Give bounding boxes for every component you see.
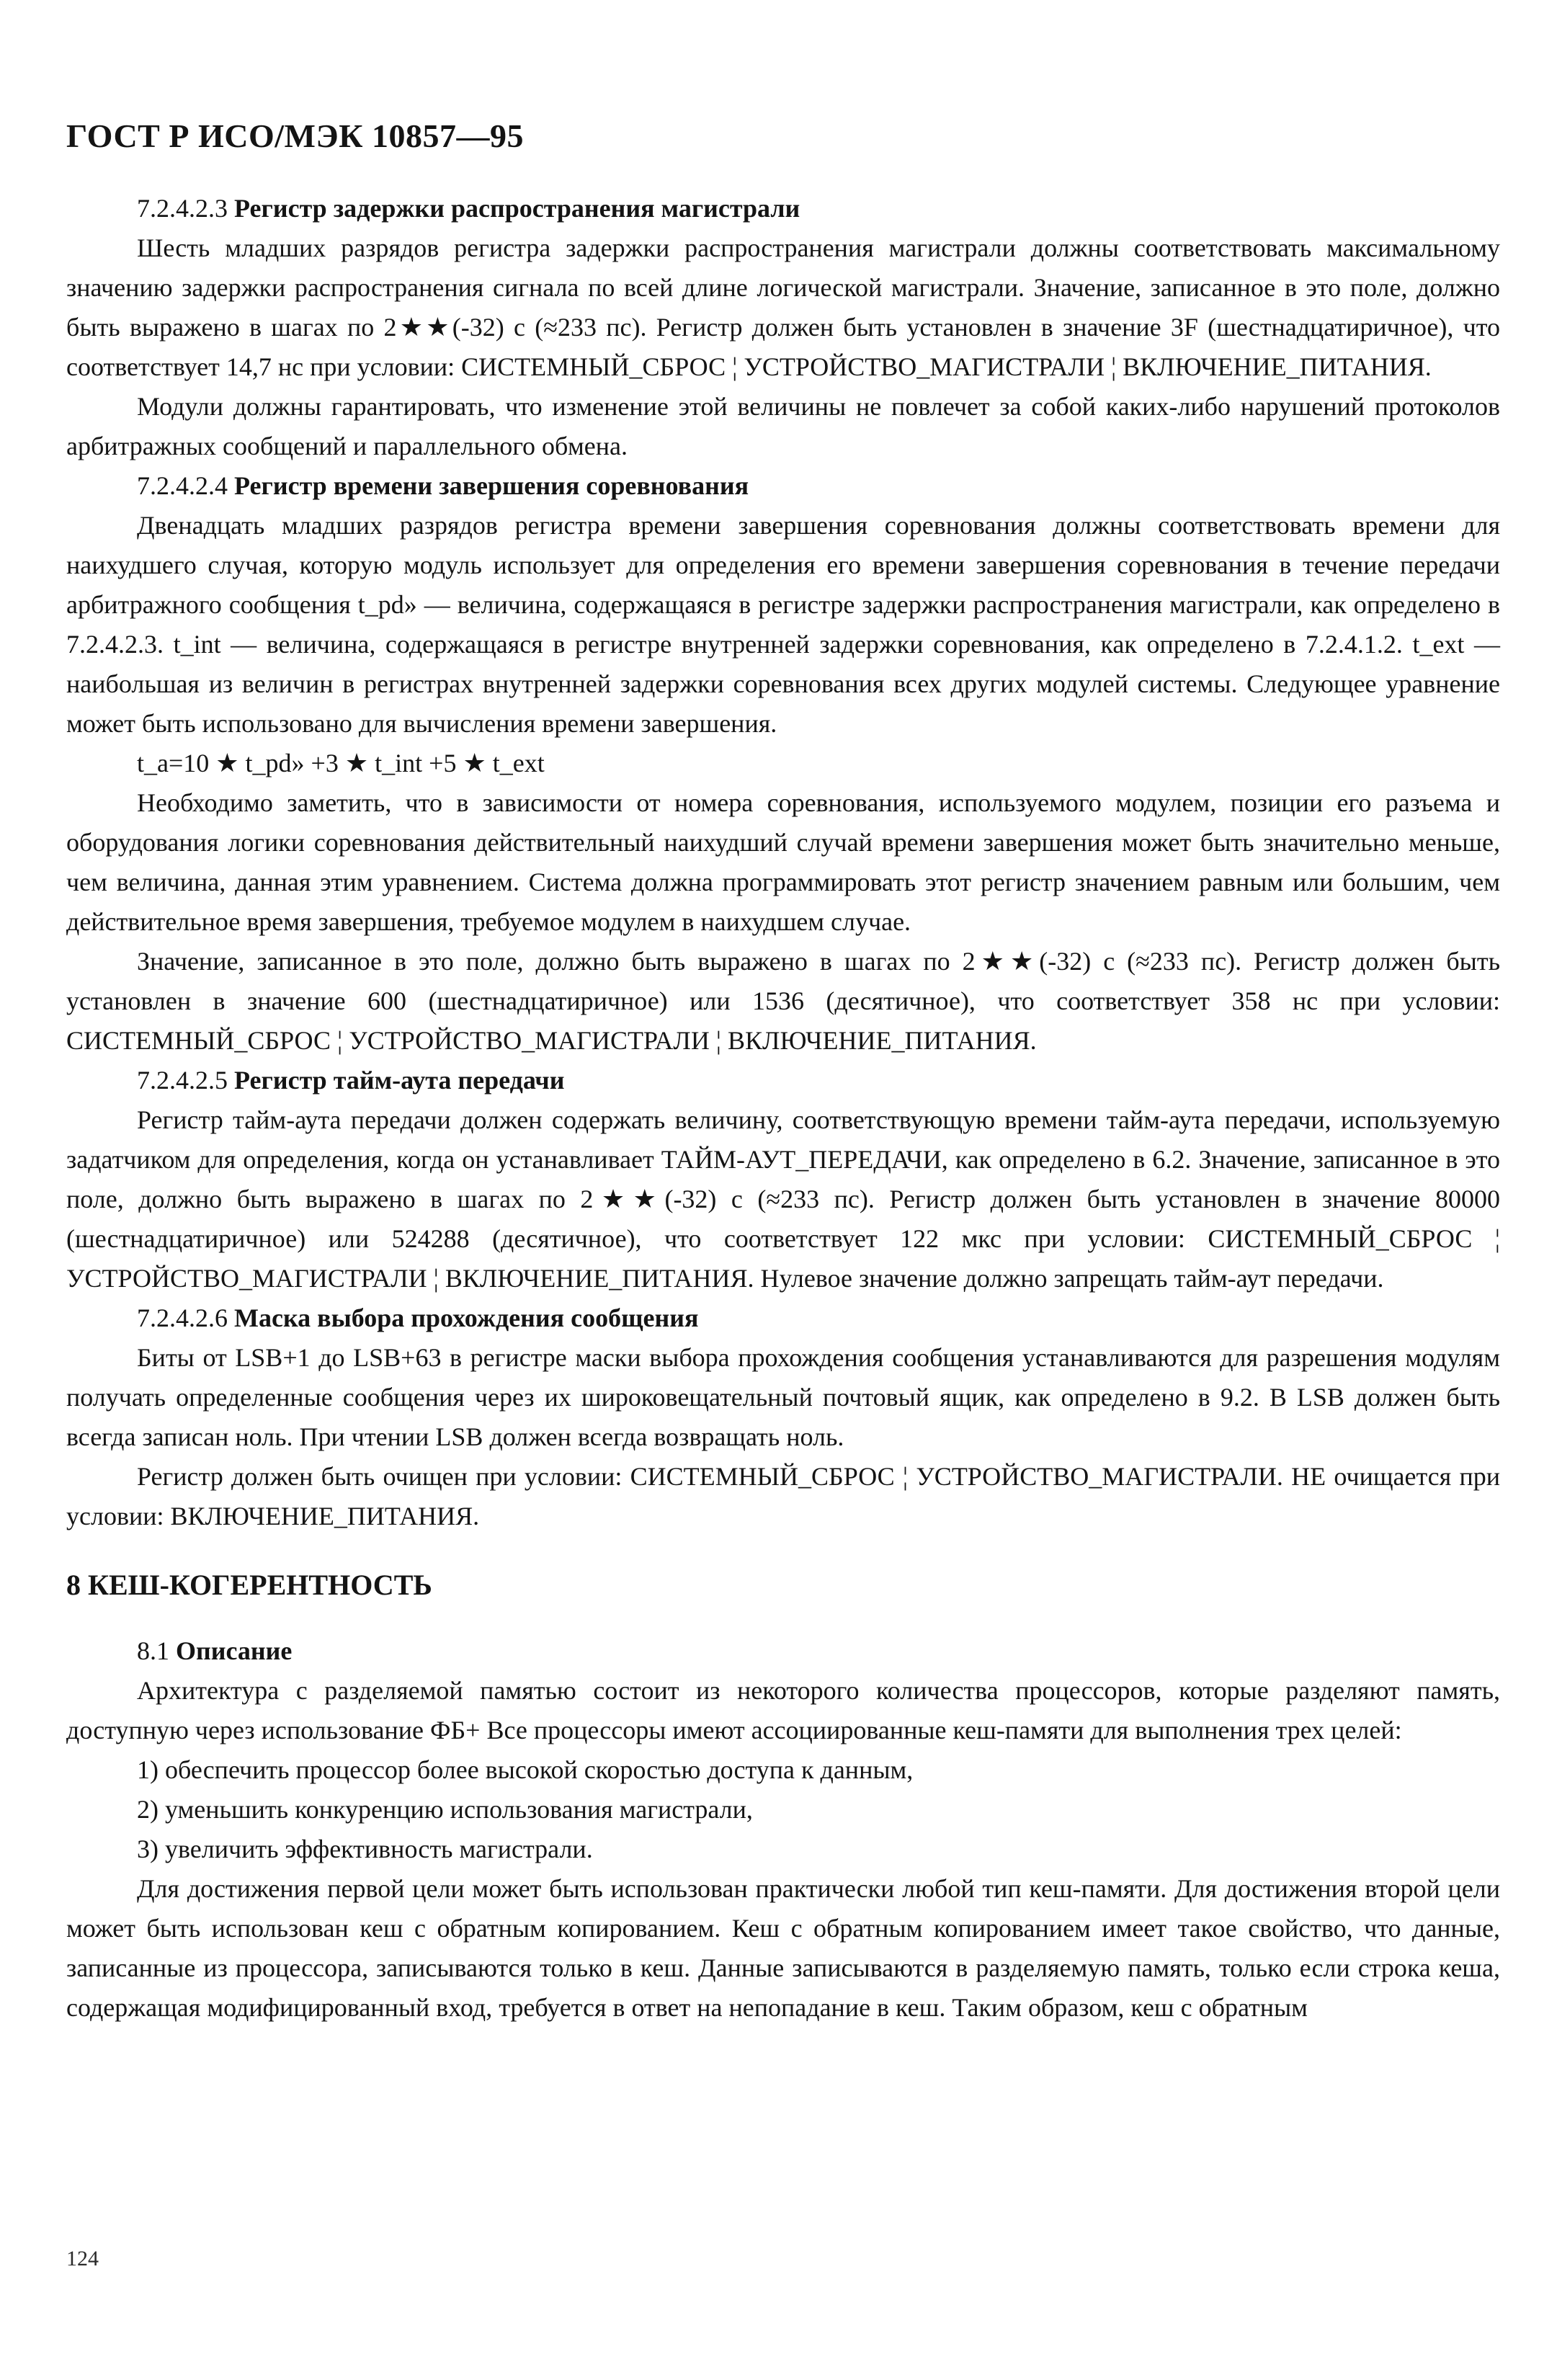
list-item: 3) увеличить эффективность магистрали. (137, 1835, 593, 1863)
paragraph: Архитектура с разделяемой памятью состоит из некоторого количества процессоров, которые разделяют память, доступную через использование ФБ+ Все процессоры имеют ассоциированные кеш-памяти для выполнения трех целей: (66, 1676, 1500, 1744)
paragraph: Необходимо заметить, что в зависимости от номера соревнования, используемого модулем, позиции его разъема и оборудования логики соревнования действительный наихудший случай времени завершения может быть значительно меньше, чем величина, данная этим уравнением. Система должна программировать этот регистр значением равным или большим, чем действительное время завершения, требуемое модулем в наихудшем случае. (66, 788, 1500, 936)
subsection-number: 7.2.4.2.3 (137, 194, 228, 223)
paragraph: Шесть младших разрядов регистра задержки распространения магистрали должны соответствовать максимальному значению задержки распространения сигнала по всей длине логической магистрали. Значение, записанное в это поле, должно быть выражено в шагах по 2★★(-32) с (≈233 пс). Регистр должен быть установлен в значение 3F (шестнадцатиричное), что соответствует 14,7 нс при условии: СИСТЕМНЫЙ_СБРОС ¦ УСТРОЙСТВО_МАГИСТРАЛИ ¦ ВКЛЮЧЕНИЕ_ПИТАНИЯ. (66, 233, 1500, 381)
page-header: ГОСТ Р ИСО/МЭК 10857—95 (66, 117, 524, 154)
subsection-heading-7-2-4-2-4 (66, 466, 1500, 506)
section-heading-8: 8 КЕШ-КОГЕРЕНТНОСТЬ (66, 1569, 432, 1601)
page-content (66, 189, 1500, 2028)
subsection-heading-7-2-4-2-3 (66, 189, 1500, 228)
subsection-title: Регистр задержки распространения магистрали (234, 194, 800, 223)
page-number: 124 (66, 2247, 99, 2270)
paragraph: Регистр должен быть очищен при условии: СИСТЕМНЫЙ_СБРОС ¦ УСТРОЙСТВО_МАГИСТРАЛИ. НЕ очищается при условии: ВКЛЮЧЕНИЕ_ПИТАНИЯ. (66, 1462, 1500, 1530)
subsection-title: Маска выбора прохождения сообщения (234, 1303, 699, 1332)
subsection-number: 7.2.4.2.4 (137, 471, 228, 500)
subsection-number: 7.2.4.2.5 (137, 1066, 228, 1095)
paragraph: Модули должны гарантировать, что изменение этой величины не повлечет за собой каких-либо нарушений протоколов арбитражных сообщений и параллельного обмена. (66, 392, 1500, 460)
subsection-title: Описание (176, 1636, 293, 1665)
list-item: 1) обеспечить процессор более высокой скоростью доступа к данным, (137, 1755, 914, 1784)
equation: t_a=10 ★ t_pd» +3 ★ t_int +5 ★ t_ext (137, 749, 545, 777)
subsection-heading-8-1 (66, 1631, 1500, 1671)
subsection-number: 8.1 (137, 1636, 169, 1665)
subsection-number: 7.2.4.2.6 (137, 1303, 228, 1332)
subsection-title: Регистр тайм-аута передачи (234, 1066, 565, 1095)
paragraph: Для достижения первой цели может быть использован практически любой тип кеш-памяти. Для достижения второй цели может быть использован кеш с обратным копированием. Кеш с обратным копированием имеет такое свойство, что данные, записанные из процессора, записываются только в кеш. Данные записываются в разделяемую память, только если строка кеша, содержащая модифицированный вход, требуется в ответ на непопадание в кеш. Таким образом, кеш с обратным (66, 1874, 1500, 2022)
paragraph: Двенадцать младших разрядов регистра времени завершения соревнования должны соответствовать времени для наихудшего случая, которую модуль использует для определения его времени завершения соревнования в течение передачи арбитражного сообщения t_pd» — величина, содержащаяся в регистре задержки распространения магистрали, как определено в 7.2.4.2.3. t_int — величина, содержащаяся в регистре внутренней задержки соревнования, как определено в 7.2.4.1.2. t_ext — наибольшая из величин в регистрах внутренней задержки соревнования всех других модулей системы. Следующее уравнение может быть использовано для вычисления времени завершения. (66, 511, 1500, 738)
subsection-title: Регистр времени завершения соревнования (234, 471, 749, 500)
subsection-heading-7-2-4-2-6 (66, 1298, 1500, 1338)
paragraph: Биты от LSB+1 до LSB+63 в регистре маски выбора прохождения сообщения устанавливаются для разрешения модулям получать определенные сообщения через их широковещательный почтовый ящик, как определено в 9.2. В LSB должен быть всегда записан ноль. При чтении LSB должен всегда возвращать ноль. (66, 1343, 1500, 1451)
list-item: 2) уменьшить конкуренцию использования магистрали, (137, 1795, 753, 1824)
subsection-heading-7-2-4-2-5 (66, 1061, 1500, 1100)
paragraph: Регистр тайм-аута передачи должен содержать величину, соответствующую времени тайм-аута передачи, используемую задатчиком для определения, когда он устанавливает ТАЙМ-АУТ_ПЕРЕДАЧИ, как определено в 6.2. Значение, записанное в это поле, должно быть выражено в шагах по 2★★(-32) с (≈233 пс). Регистр должен быть установлен в значение 80000 (шестнадцатиричное) или 524288 (десятичное), что соответствует 122 мкс при условии: СИСТЕМНЫЙ_СБРОС ¦ УСТРОЙСТВО_МАГИСТРАЛИ ¦ ВКЛЮЧЕНИЕ_ПИТАНИЯ. Нулевое значение должно запрещать тайм-аут передачи. (66, 1105, 1500, 1293)
paragraph: Значение, записанное в это поле, должно быть выражено в шагах по 2★★(-32) с (≈233 пс). Регистр должен быть установлен в значение 600 (шестнадцатиричное) или 1536 (десятичное), что соответствует 358 нс при условии: СИСТЕМНЫЙ_СБРОС ¦ УСТРОЙСТВО_МАГИСТРАЛИ ¦ ВКЛЮЧЕНИЕ_ПИТАНИЯ. (66, 947, 1500, 1055)
